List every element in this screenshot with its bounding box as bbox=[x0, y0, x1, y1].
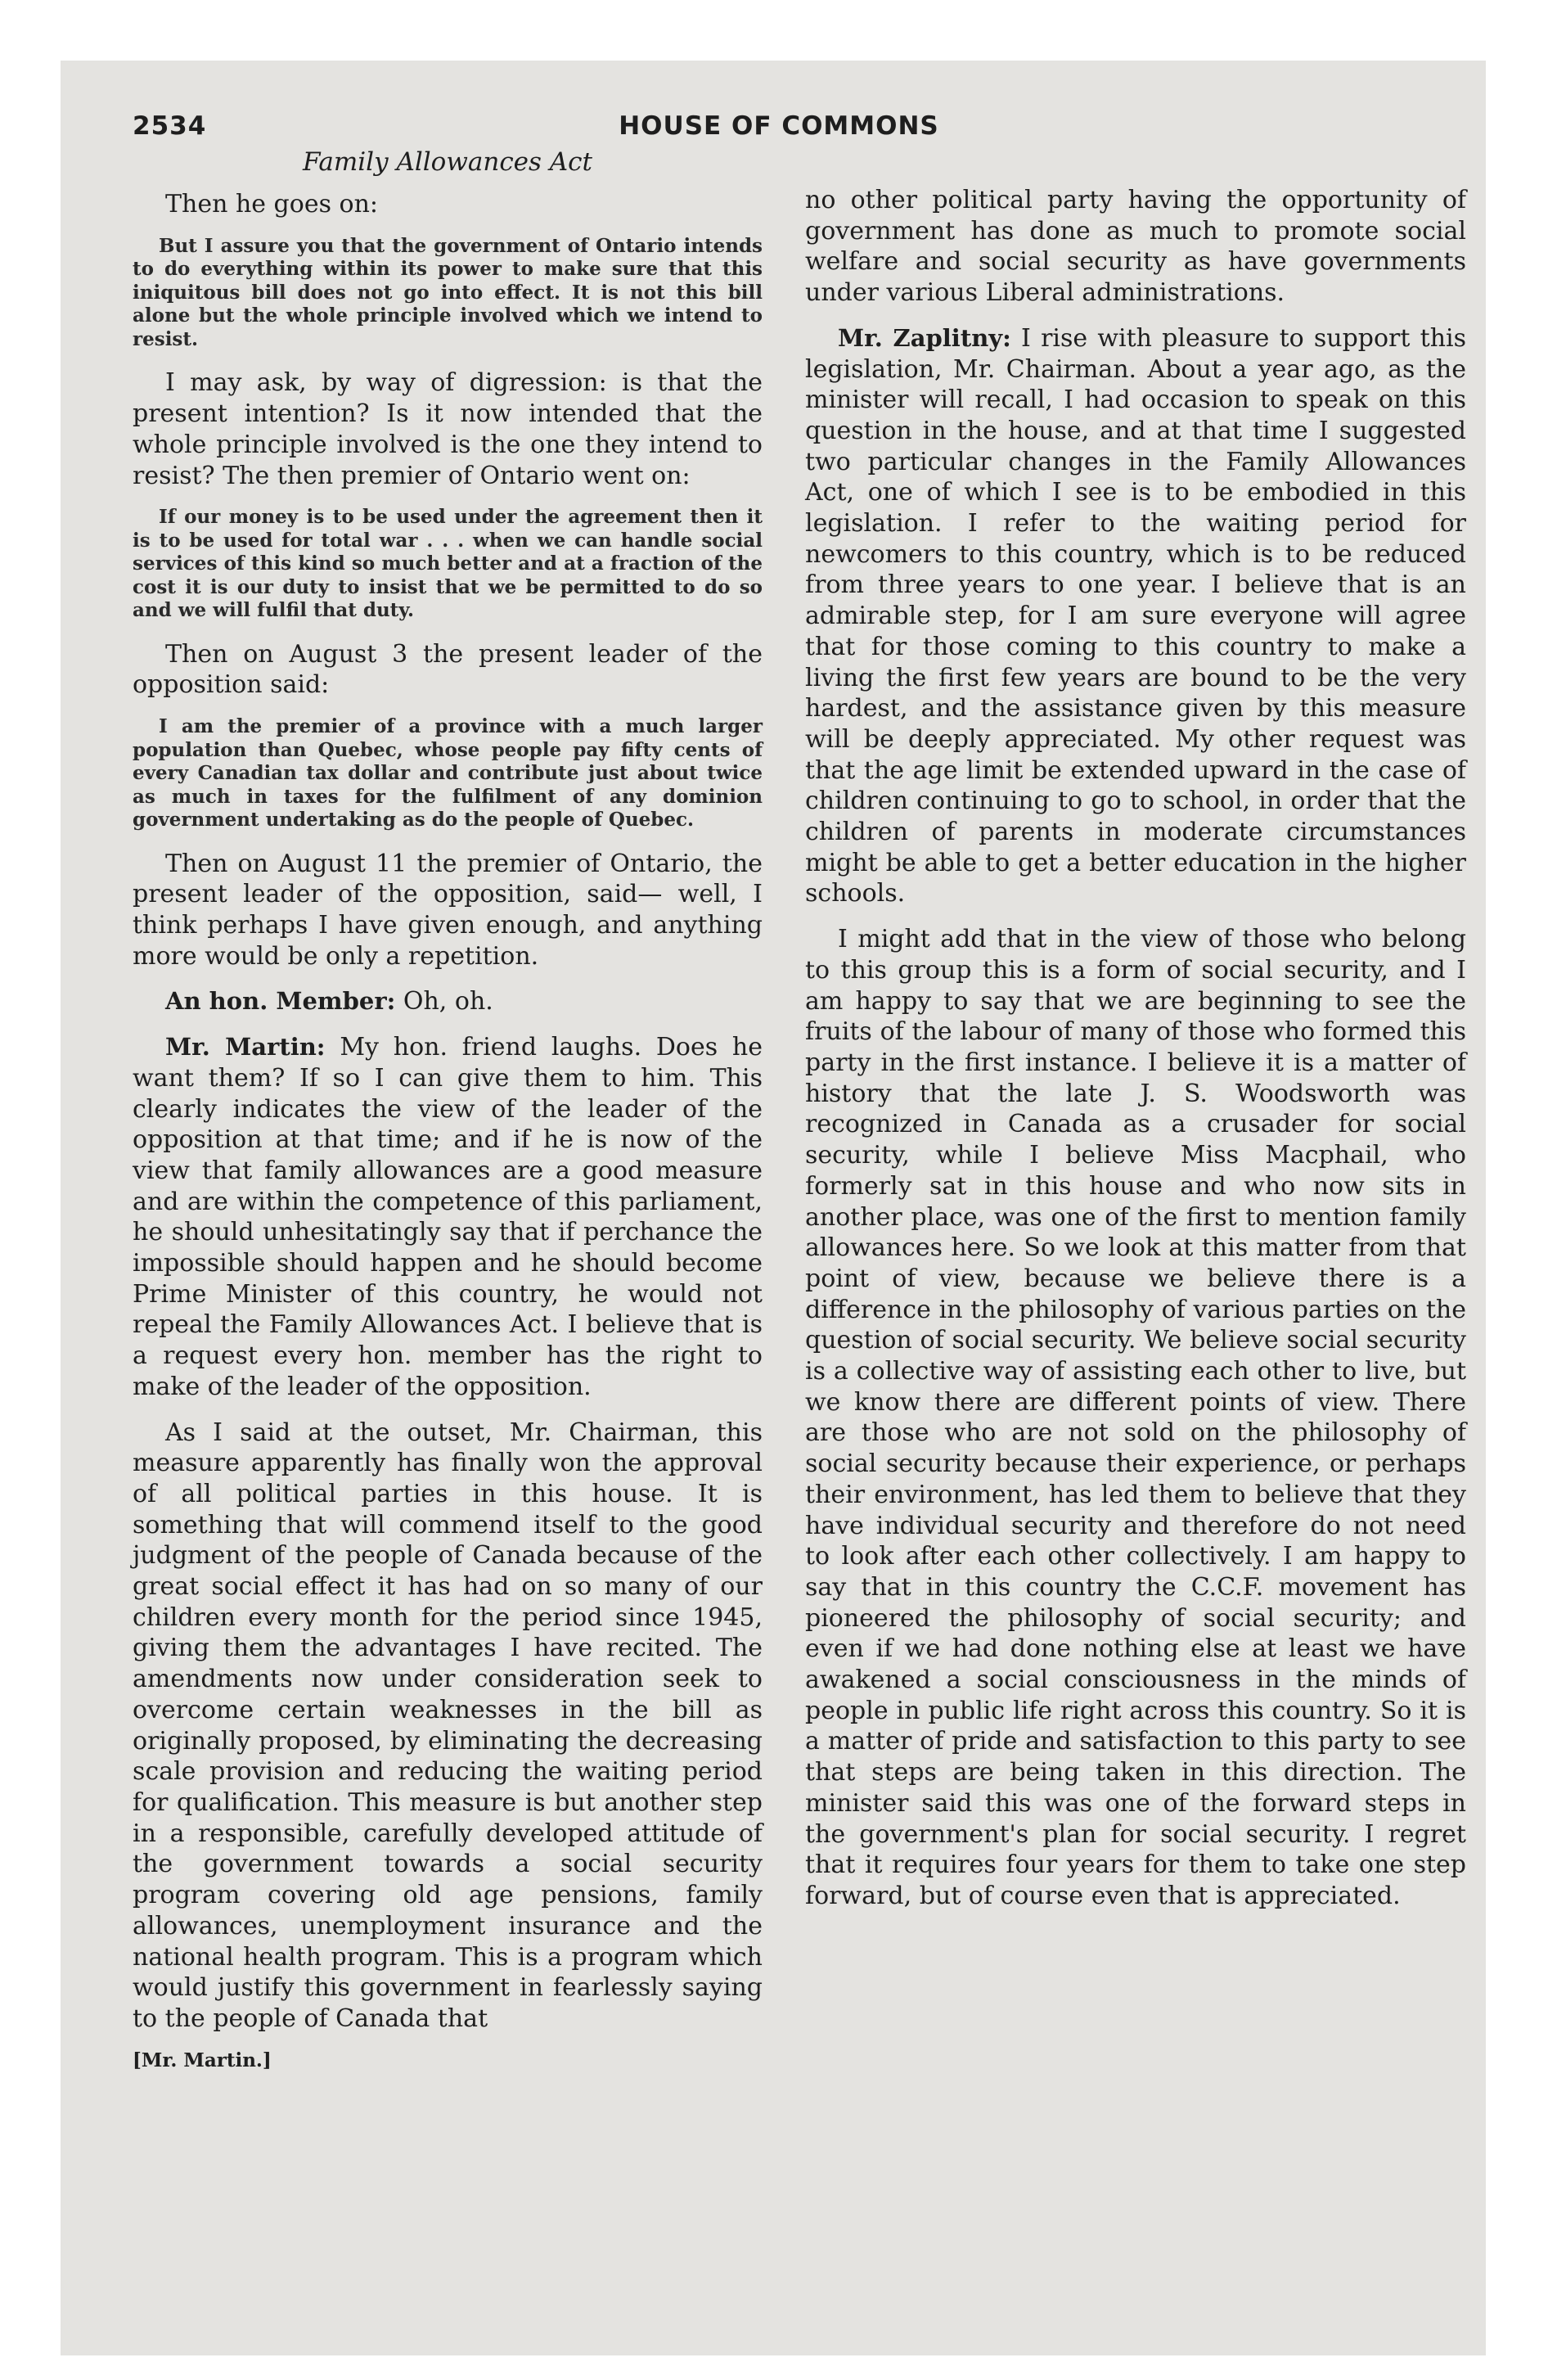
paragraph: Then on August 3 the present leader of the opposition said: bbox=[133, 639, 763, 700]
paragraph: no other political party having the opportunity of government has done as much to promote social welfare and social security as have governments under various Liberal administrations. bbox=[805, 186, 1466, 308]
speaker-attribution: [Mr. Martin.] bbox=[133, 2049, 272, 2071]
speech-text: Oh, oh. bbox=[403, 987, 493, 1016]
block-quote: But I assure you that the government of Ontario intends to do everything within its power to make sure that this iniquitous bill does not go into effect. It is not this bill alone but the whole principle involved which we intend to resist. bbox=[133, 234, 763, 350]
speech-text: I rise with pleasure to support this legislation, Mr. Chairman. About a year ago, as the minister will recall, I had occasion to speak on this question in the house, and at that time I suggested two particular changes in the Family Allowances Act, one of which I see is to be embodied in this legislation. I refer to the waiting period for newcomers to this country, which is to be reduced from three years to one year. I believe that is an admirable step, for I am sure everyone will agree that for those coming to this country to make a living the first few years are bound to be the very hardest, and the assistance given by this measure will be deeply appreciated. My other request was that the age limit be extended upward in the case of children continuing to go to school, in order that the children of parents in moderate circumstances might be able to get a better education in the higher schools. bbox=[805, 323, 1466, 908]
speaker-name: Mr. Zaplitny: bbox=[838, 323, 1011, 352]
speech bbox=[805, 323, 1466, 909]
paragraph: I may ask, by way of digression: is that the present intention? Is it now intended that the whole principle involved is the one they intend to resist? The then premier of Ontario went on: bbox=[133, 368, 763, 490]
block-quote: I am the premier of a province with a much larger population than Quebec, whose people pay fifty cents of every Canadian tax dollar and contribute just about twice as much in taxes for the fulfilment of any dominion government undertaking as do the people of Quebec. bbox=[133, 715, 763, 832]
speaker-name: Mr. Martin: bbox=[165, 1033, 326, 1062]
paragraph: Then on August 11 the premier of Ontario, the present leader of the opposition, said— well, I think perhaps I have given enough, and anything more would be only a repetition. bbox=[133, 849, 763, 971]
speaker-name: An hon. Member: bbox=[165, 987, 396, 1016]
left-column bbox=[133, 147, 763, 2071]
page-number: 2534 bbox=[133, 111, 207, 141]
running-subtitle: Family Allowances Act bbox=[302, 147, 593, 177]
paragraph: As I said at the outset, Mr. Chairman, this measure apparently has finally won the approval of all political parties in this house. It is something that will commend itself to the good judgment of the people of Canada because of the great social effect it has had on so many of our children every month for the period since 1945, giving them the advantages I have recited. The amendments now under consideration seek to overcome certain weaknesses in the bill as originally proposed, by eliminating the decreasing scale provision and reducing the waiting period for qualification. This measure is but another step in a responsible, carefully developed attitude of the government towards a social security program covering old age pensions, family allowances, unemployment insurance and the national health program. This is a program which would justify this government in fearlessly saying to the people of Canada that bbox=[133, 1418, 763, 2033]
speech bbox=[133, 1032, 763, 1402]
paragraph: Then he goes on: bbox=[165, 190, 378, 219]
header-title: HOUSE OF COMMONS bbox=[619, 111, 939, 141]
paragraph: I might add that in the view of those who belong to this group this is a form of social security, and I am happy to say that we are beginning to see the fruits of the labour of many of those who formed this party in the first instance. I believe it is a matter of history that the late J. S. Woodsworth was recognized in Canada as a crusader for social security, while I believe Miss Macphail, who formerly sat in this house and who now sits in another place, was one of the first to mention family allowances here. So we look at this matter from that point of view, because we believe there is a difference in the philosophy of various parties on the question of social security. We believe social security is a collective way of assisting each other to live, but we know there are different points of view. There are those who are not sold on the philosophy of social security because their experience, or perhaps their environment, has led them to believe that they have individual security and therefore do not need to look after each other collectively. I am happy to say that in this country the C.C.F. movement has pioneered the philosophy of social security; and even if we had done nothing else at least we have awakened a social consciousness in the minds of people in public life right across this country. So it is a matter of pride and satisfaction to this party to see that steps are being taken in this direction. The minister said this was one of the forward steps in the government's plan for social security. I regret that it requires four years for them to take one step forward, but of course even that is appreciated. bbox=[805, 925, 1466, 1910]
block-quote: If our money is to be used under the agreement then it is to be used for total war . . . when we can handle social services of this kind so much better and at a fraction of the cost it is our duty to insist that we be permitted to do so and we will fulfil that duty. bbox=[133, 506, 763, 622]
right-column bbox=[805, 185, 1466, 1927]
speech-text: My hon. friend laughs. Does he want them? If so I can give them to him. This clearly indicates the view of the leader of the opposition at that time; and if he is now of the view that family allowances are a good measure and are within the competence of this parliament, he should unhesitatingly say that if perchance the impossible should happen and he should become Prime Minister of this country, he would not repeal the Family Allowances Act. I believe that is a request every hon. member has the right to make of the leader of the opposition. bbox=[133, 1033, 763, 1401]
interjection bbox=[133, 986, 763, 1017]
